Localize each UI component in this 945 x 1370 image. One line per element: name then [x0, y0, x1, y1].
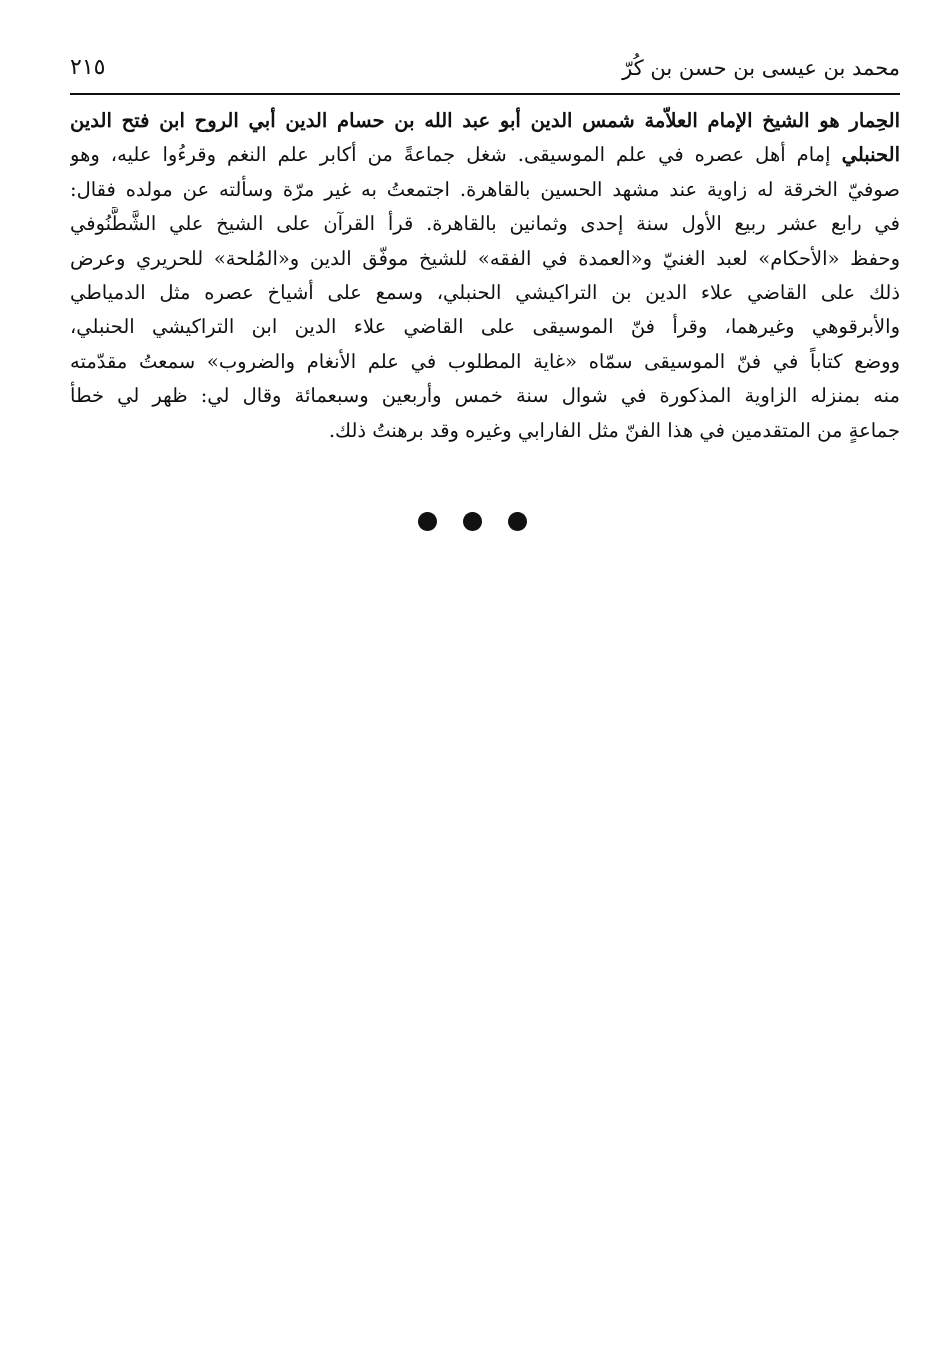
- text-line-4: في رابع عشر ربيع الأول سنة إحدى وثمانين بالقاهرة. قرأ القرآن على الشيخ علي الشَّطَّنُوفي: [70, 212, 900, 236]
- running-title: محمد بن عيسى بن حسن بن كُرّ: [622, 56, 900, 80]
- page-header: [70, 48, 900, 88]
- text-line-2-rest: إمام أهل عصره في علم الموسيقى. شغل جماعةً من أكابر علم النغم وقرءُوا عليه، وهو: [70, 143, 831, 167]
- text-line-6: ذلك على القاضي علاء الدين بن التراكيشي الحنبلي، وسمع على أشياخ عصره مثل الدمياطي: [70, 280, 900, 304]
- text-line-3: صوفيّ الخرقة له زاوية عند مشهد الحسين بالقاهرة. اجتمعتُ به غير مرّة وسألته عن مولده فقال:: [70, 177, 900, 201]
- text-line-9: منه بمنزله الزاوية المذكورة في شوال سنة خمس وأربعين وسبعمائة وقال لي: ظهر لي خطأ: [70, 384, 900, 408]
- text-line-1: الحِمار هو الشيخ الإمام العلاّمة شمس الدين أبو عبد الله بن حسام الدين أبي الروح ابن فتح الدين: [70, 109, 900, 132]
- section-separator: [0, 512, 945, 536]
- text-line-7: والأبرقوهي وغيرهما، وقرأ فنّ الموسيقى على القاضي علاء الدين ابن التراكيشي الحنبلي،: [70, 315, 900, 339]
- text-line-5: وحفظ «الأحكام» لعبد الغنيّ و«العمدة في الفقه» للشيخ موفّق الدين و«المُلحة» للحريري وعرض: [70, 246, 900, 270]
- header-divider: [70, 93, 900, 95]
- text-line-2: [70, 138, 900, 172]
- separator-dot: [463, 512, 482, 531]
- separator-dot: [508, 512, 527, 531]
- biography-paragraph: [70, 104, 900, 448]
- bold-nisba: الحنبلي: [841, 143, 900, 167]
- text-line-8: ووضع كتاباً في فنّ الموسيقى سمّاه «غاية المطلوب في علم الأنغام والضروب» سمعتُ مقدّمته: [70, 349, 900, 373]
- text-line-10: جماعةٍ من المتقدمين في هذا الفنّ مثل الفارابي وغيره وقد برهنتُ ذلك.: [328, 418, 900, 442]
- separator-dot: [418, 512, 437, 531]
- page-number: ٢١٥: [70, 55, 106, 80]
